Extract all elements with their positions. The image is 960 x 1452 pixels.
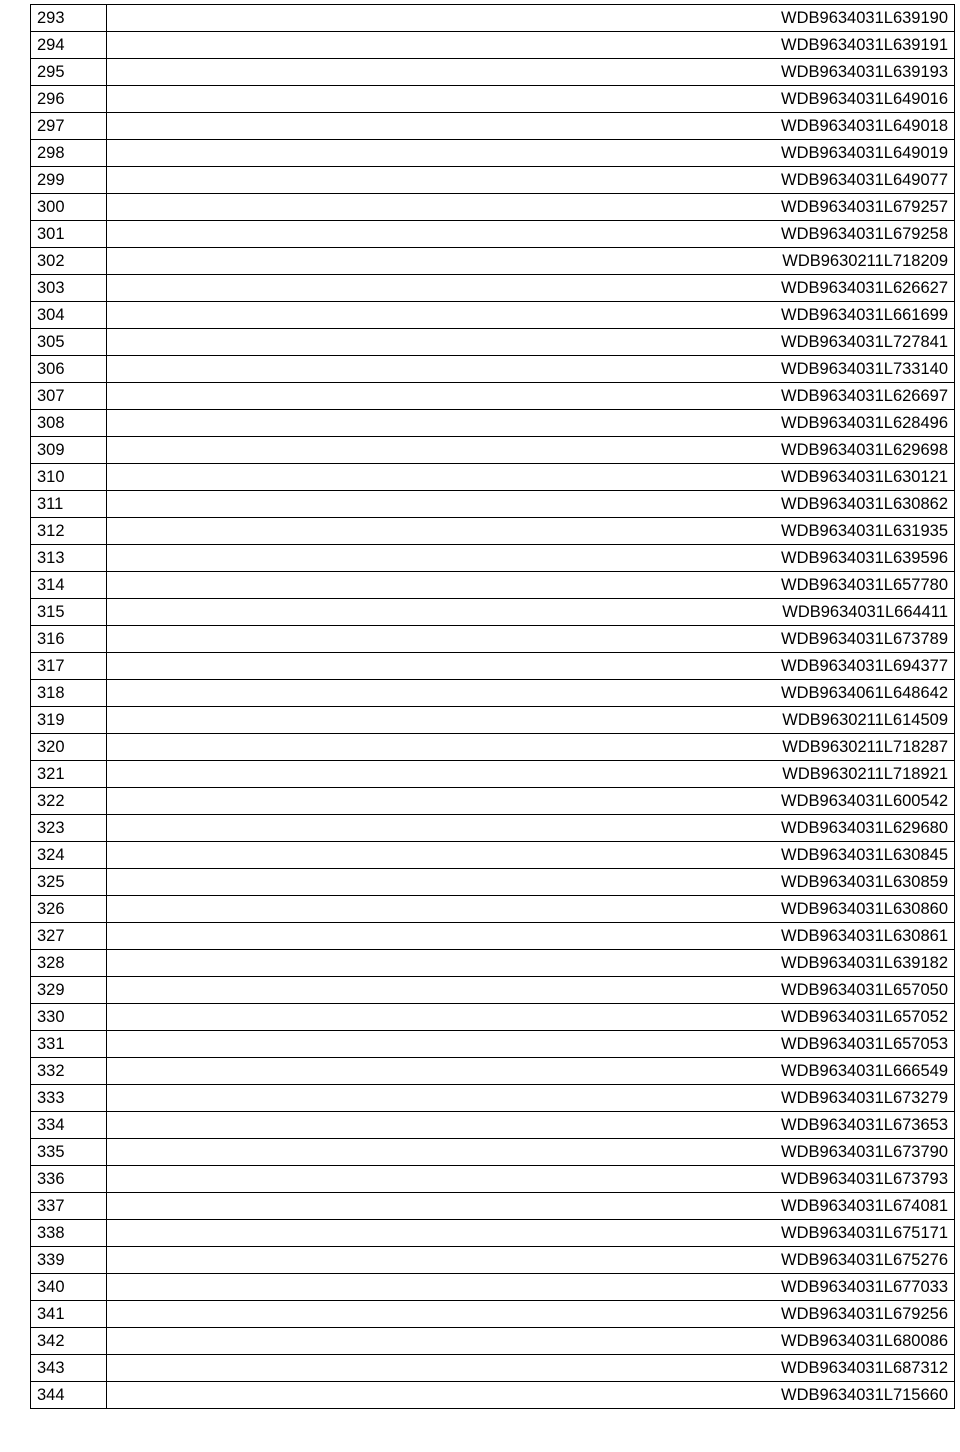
vin-cell: WDB9634031L626627 <box>107 275 955 302</box>
table-row <box>31 194 955 221</box>
row-number-cell: 322 <box>31 788 107 815</box>
table-row <box>31 275 955 302</box>
row-number-cell: 331 <box>31 1031 107 1058</box>
row-number-cell: 332 <box>31 1058 107 1085</box>
vin-cell: WDB9634031L630860 <box>107 896 955 923</box>
vin-cell: WDB9630211L614509 <box>107 707 955 734</box>
row-number-cell: 333 <box>31 1085 107 1112</box>
table-row <box>31 1085 955 1112</box>
row-number-cell: 300 <box>31 194 107 221</box>
row-number-cell: 306 <box>31 356 107 383</box>
vin-cell: WDB9634031L629698 <box>107 437 955 464</box>
vin-cell: WDB9634031L694377 <box>107 653 955 680</box>
table-row <box>31 1328 955 1355</box>
table-row <box>31 140 955 167</box>
vin-table <box>30 4 955 1409</box>
table-row <box>31 59 955 86</box>
vin-cell: WDB9634031L630859 <box>107 869 955 896</box>
table-row <box>31 464 955 491</box>
row-number-cell: 339 <box>31 1247 107 1274</box>
row-number-cell: 321 <box>31 761 107 788</box>
row-number-cell: 343 <box>31 1355 107 1382</box>
table-row <box>31 437 955 464</box>
table-row <box>31 356 955 383</box>
row-number-cell: 334 <box>31 1112 107 1139</box>
table-row <box>31 221 955 248</box>
table-row <box>31 1382 955 1409</box>
vin-cell: WDB9634031L673279 <box>107 1085 955 1112</box>
row-number-cell: 340 <box>31 1274 107 1301</box>
row-number-cell: 305 <box>31 329 107 356</box>
table-row <box>31 734 955 761</box>
vin-cell: WDB9634061L648642 <box>107 680 955 707</box>
vin-table-body <box>31 5 955 1409</box>
vin-cell: WDB9634031L673653 <box>107 1112 955 1139</box>
row-number-cell: 320 <box>31 734 107 761</box>
table-row <box>31 1166 955 1193</box>
row-number-cell: 314 <box>31 572 107 599</box>
vin-cell: WDB9634031L600542 <box>107 788 955 815</box>
table-row <box>31 1031 955 1058</box>
vin-cell: WDB9634031L673789 <box>107 626 955 653</box>
vin-cell: WDB9634031L687312 <box>107 1355 955 1382</box>
row-number-cell: 296 <box>31 86 107 113</box>
row-number-cell: 326 <box>31 896 107 923</box>
row-number-cell: 298 <box>31 140 107 167</box>
vin-cell: WDB9630211L718209 <box>107 248 955 275</box>
table-row <box>31 1112 955 1139</box>
vin-cell: WDB9634031L628496 <box>107 410 955 437</box>
vin-cell: WDB9634031L657050 <box>107 977 955 1004</box>
vin-cell: WDB9634031L639596 <box>107 545 955 572</box>
table-row <box>31 1193 955 1220</box>
vin-cell: WDB9634031L657053 <box>107 1031 955 1058</box>
row-number-cell: 338 <box>31 1220 107 1247</box>
table-row <box>31 329 955 356</box>
row-number-cell: 324 <box>31 842 107 869</box>
table-row <box>31 86 955 113</box>
table-row <box>31 1355 955 1382</box>
row-number-cell: 313 <box>31 545 107 572</box>
table-row <box>31 950 955 977</box>
table-row <box>31 842 955 869</box>
row-number-cell: 337 <box>31 1193 107 1220</box>
vin-cell: WDB9634031L630121 <box>107 464 955 491</box>
table-row <box>31 869 955 896</box>
vin-cell: WDB9634031L675171 <box>107 1220 955 1247</box>
row-number-cell: 301 <box>31 221 107 248</box>
vin-cell: WDB9634031L715660 <box>107 1382 955 1409</box>
vin-cell: WDB9634031L679257 <box>107 194 955 221</box>
row-number-cell: 329 <box>31 977 107 1004</box>
table-row <box>31 653 955 680</box>
table-row <box>31 896 955 923</box>
table-row <box>31 410 955 437</box>
row-number-cell: 293 <box>31 5 107 32</box>
vin-cell: WDB9634031L666549 <box>107 1058 955 1085</box>
table-row <box>31 572 955 599</box>
table-row <box>31 707 955 734</box>
vin-cell: WDB9634031L679258 <box>107 221 955 248</box>
vin-cell: WDB9634031L629680 <box>107 815 955 842</box>
table-row <box>31 977 955 1004</box>
table-row <box>31 518 955 545</box>
row-number-cell: 330 <box>31 1004 107 1031</box>
table-row <box>31 1004 955 1031</box>
table-row <box>31 1058 955 1085</box>
row-number-cell: 341 <box>31 1301 107 1328</box>
table-row <box>31 1274 955 1301</box>
vin-cell: WDB9634031L649077 <box>107 167 955 194</box>
vin-cell: WDB9634031L657780 <box>107 572 955 599</box>
table-row <box>31 248 955 275</box>
table-row <box>31 815 955 842</box>
table-row <box>31 680 955 707</box>
table-row <box>31 599 955 626</box>
row-number-cell: 310 <box>31 464 107 491</box>
vin-cell: WDB9634031L664411 <box>107 599 955 626</box>
table-row <box>31 788 955 815</box>
vin-cell: WDB9634031L639193 <box>107 59 955 86</box>
row-number-cell: 336 <box>31 1166 107 1193</box>
vin-cell: WDB9634031L649019 <box>107 140 955 167</box>
row-number-cell: 311 <box>31 491 107 518</box>
vin-cell: WDB9634031L657052 <box>107 1004 955 1031</box>
vin-cell: WDB9634031L733140 <box>107 356 955 383</box>
vin-cell: WDB9634031L630861 <box>107 923 955 950</box>
vin-cell: WDB9634031L727841 <box>107 329 955 356</box>
row-number-cell: 307 <box>31 383 107 410</box>
row-number-cell: 335 <box>31 1139 107 1166</box>
vin-cell: WDB9634031L680086 <box>107 1328 955 1355</box>
row-number-cell: 309 <box>31 437 107 464</box>
vin-cell: WDB9634031L630862 <box>107 491 955 518</box>
vin-cell: WDB9634031L673790 <box>107 1139 955 1166</box>
vin-cell: WDB9634031L626697 <box>107 383 955 410</box>
row-number-cell: 316 <box>31 626 107 653</box>
row-number-cell: 328 <box>31 950 107 977</box>
vin-cell: WDB9634031L649016 <box>107 86 955 113</box>
vin-cell: WDB9634031L630845 <box>107 842 955 869</box>
row-number-cell: 304 <box>31 302 107 329</box>
row-number-cell: 327 <box>31 923 107 950</box>
row-number-cell: 317 <box>31 653 107 680</box>
vin-cell: WDB9630211L718287 <box>107 734 955 761</box>
vin-cell: WDB9634031L649018 <box>107 113 955 140</box>
table-row <box>31 302 955 329</box>
vin-cell: WDB9634031L675276 <box>107 1247 955 1274</box>
table-row <box>31 923 955 950</box>
table-row <box>31 761 955 788</box>
row-number-cell: 342 <box>31 1328 107 1355</box>
row-number-cell: 294 <box>31 32 107 59</box>
vin-cell: WDB9634031L674081 <box>107 1193 955 1220</box>
vin-cell: WDB9634031L679256 <box>107 1301 955 1328</box>
table-row <box>31 1247 955 1274</box>
row-number-cell: 315 <box>31 599 107 626</box>
table-row <box>31 5 955 32</box>
row-number-cell: 344 <box>31 1382 107 1409</box>
row-number-cell: 297 <box>31 113 107 140</box>
row-number-cell: 308 <box>31 410 107 437</box>
vin-cell: WDB9634031L673793 <box>107 1166 955 1193</box>
row-number-cell: 318 <box>31 680 107 707</box>
table-row <box>31 113 955 140</box>
table-row <box>31 1220 955 1247</box>
row-number-cell: 299 <box>31 167 107 194</box>
table-row <box>31 626 955 653</box>
vin-cell: WDB9634031L677033 <box>107 1274 955 1301</box>
row-number-cell: 312 <box>31 518 107 545</box>
table-row <box>31 1301 955 1328</box>
table-row <box>31 383 955 410</box>
row-number-cell: 319 <box>31 707 107 734</box>
table-row <box>31 491 955 518</box>
table-row <box>31 545 955 572</box>
table-row <box>31 32 955 59</box>
table-row <box>31 167 955 194</box>
row-number-cell: 295 <box>31 59 107 86</box>
row-number-cell: 325 <box>31 869 107 896</box>
vin-cell: WDB9634031L631935 <box>107 518 955 545</box>
row-number-cell: 323 <box>31 815 107 842</box>
row-number-cell: 302 <box>31 248 107 275</box>
row-number-cell: 303 <box>31 275 107 302</box>
vin-cell: WDB9634031L639191 <box>107 32 955 59</box>
vin-cell: WDB9634031L639190 <box>107 5 955 32</box>
vin-cell: WDB9634031L661699 <box>107 302 955 329</box>
vin-cell: WDB9634031L639182 <box>107 950 955 977</box>
table-row <box>31 1139 955 1166</box>
vin-cell: WDB9630211L718921 <box>107 761 955 788</box>
